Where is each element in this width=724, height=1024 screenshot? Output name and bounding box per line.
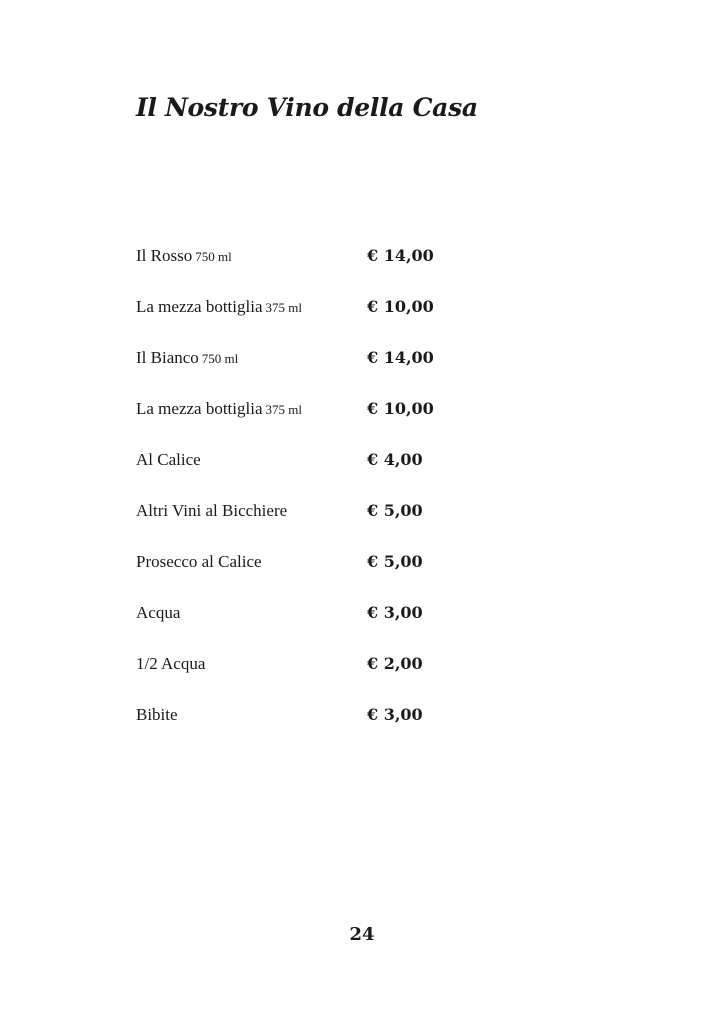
item-size: 750 ml [195,249,232,264]
page-title: Il Nostro Vino della Casa [136,93,478,122]
item-price: € 14,00 [367,348,434,367]
menu-row-rosso [136,243,456,294]
price-list [136,243,456,753]
item-name: Prosecco al Calice [136,552,262,571]
item-name: La mezza bottiglia 375 ml [136,297,302,316]
item-price: € 2,00 [367,654,423,673]
menu-row-bibite [136,702,456,753]
item-name: La mezza bottiglia 375 ml [136,399,302,418]
item-name: 1/2 Acqua [136,654,206,673]
item-name: Il Rosso 750 ml [136,246,232,265]
menu-row-acqua [136,600,456,651]
item-price: € 3,00 [367,705,423,724]
item-name: Acqua [136,603,181,622]
item-price: € 10,00 [367,399,434,418]
menu-row-mezza-acqua [136,651,456,702]
menu-row-prosecco [136,549,456,600]
menu-row-bianco [136,345,456,396]
item-price: € 4,00 [367,450,423,469]
menu-row-mezza-rosso [136,294,456,345]
item-price: € 10,00 [367,297,434,316]
page-number: 24 [349,924,375,945]
item-price: € 3,00 [367,603,423,622]
item-price: € 14,00 [367,246,434,265]
item-price: € 5,00 [367,501,423,520]
item-price: € 5,00 [367,552,423,571]
menu-row-altri-vini [136,498,456,549]
item-size: 375 ml [265,402,302,417]
item-size: 375 ml [265,300,302,315]
item-name: Bibite [136,705,178,724]
item-name: Al Calice [136,450,201,469]
item-size: 750 ml [201,351,239,366]
menu-row-mezza-bianco [136,396,456,447]
menu-row-calice [136,447,456,498]
item-name: Altri Vini al Bicchiere [136,501,288,520]
item-name: Il Bianco 750 ml [136,348,239,367]
